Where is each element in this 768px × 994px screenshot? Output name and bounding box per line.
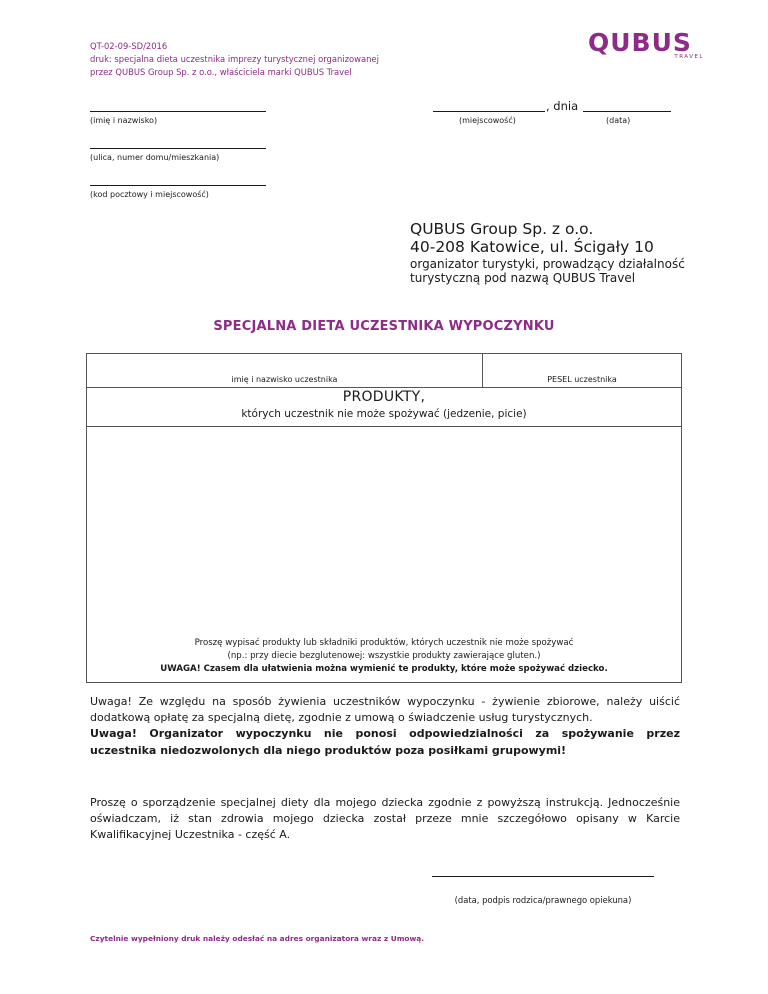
doc-code: QT-02-09-SD/2016 [90,41,168,51]
products-title: PRODUKTY, [342,389,426,405]
logo-subtitle: TRAVEL [674,54,704,60]
sender-postal-field[interactable] [90,185,266,186]
date-label: (data) [606,116,631,125]
sender-street-field[interactable] [90,148,266,149]
sender-street-label: (ulica, numer domu/mieszkania) [90,153,220,162]
recipient-address: 40-208 Katowice, ul. Ścigały 10 [410,238,654,256]
products-subtitle: których uczestnik nie może spożywać (jedzenie, picie) [241,408,527,420]
pesel-label: PESEL uczestnika [547,375,617,384]
signature-field[interactable] [432,876,654,877]
doc-description-1: druk: specjalna dieta uczestnika imprezy turystycznej organizowanej [90,54,379,64]
pesel-cell[interactable] [483,354,681,387]
sender-name-field[interactable] [90,111,266,112]
table-divider [87,387,681,388]
document-meta [90,40,379,79]
logo-wordmark: QUBUS [588,28,692,57]
sender-name-label: (imię i nazwisko) [90,116,158,125]
footer-note: Czytelnie wypełniony druk należy odesłać na adres organizatora wraz z Umową. [90,934,425,943]
notice-paragraph-1 [90,694,680,759]
notice-liability-text: Uwaga! Organizator wypoczynku nie ponosi odpowiedzialności za spożywanie przez uczestnika niedozwolonych dla niego produktów poza posiłkami grupowymi! [90,727,680,757]
instruction-warning: UWAGA! Czasem dla ułatwienia można wymienić te produkty, które może spożywać dziecko. [160,664,608,674]
notice-fee-text: Uwaga! Ze względu na sposób żywienia uczestników wypoczynku - żywienie zbiorowe, należy uiścić dodatkową opłatę za specjalną dietę, zgodnie z umową o świadczenie usług turystycznych. [90,695,680,725]
qubus-logo [588,28,706,64]
diet-table [86,353,682,683]
recipient-desc-2: turystyczną pod nazwą QUBUS Travel [410,271,636,285]
recipient-company: QUBUS Group Sp. z o.o. [410,220,594,238]
form-title: SPECJALNA DIETA UCZESTNIKA WYPOCZYNKU [213,319,555,334]
participant-name-cell[interactable] [87,354,483,387]
date-separator: , dnia [546,99,579,113]
recipient-desc-1: organizator turystyki, prowadzący działalność [410,257,685,271]
instructions [87,637,681,676]
products-entry-area[interactable] [87,427,681,632]
doc-description-2: przez QUBUS Group Sp. z o.o., właściciela marki QUBUS Travel [90,67,352,77]
date-field[interactable] [583,111,671,112]
place-field[interactable] [433,111,545,112]
signature-label: (data, podpis rodzica/prawnego opiekuna) [454,895,632,905]
place-label: (miejscowość) [459,116,516,125]
sender-postal-label: (kod pocztowy i miejscowość) [90,190,209,199]
notice-paragraph-2: Proszę o sporządzenie specjalnej diety dla mojego dziecka zgodnie z powyższą instrukcją. Jednocześnie oświadczam, iż stan zdrowia mojego dziecka został przeze mnie szczegółowo opisany w Karcie Kwalifikacyjnej Uczestnika - część A. [90,796,680,842]
instruction-line-1: Proszę wypisać produkty lub składniki produktów, których uczestnik nie może spożywać [194,638,574,648]
instruction-line-2: (np.: przy diecie bezglutenowej: wszystkie produkty zawierające gluten.) [227,651,541,661]
participant-name-label: imię i nazwisko uczestnika [231,375,338,384]
